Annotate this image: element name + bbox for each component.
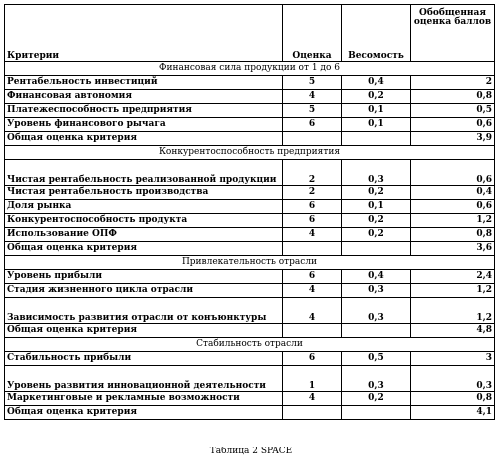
criterion-name: Стабильность прибыли <box>5 352 283 366</box>
summary-weight-empty <box>342 324 411 338</box>
header-criteria: Критерии <box>5 5 283 62</box>
section-title: Привлекательность отрасли <box>5 256 495 270</box>
header-row <box>5 5 495 62</box>
section-title: Стабильность отрасли <box>5 338 495 352</box>
criterion-score: 2 <box>283 160 342 186</box>
summary-score-empty <box>283 406 342 420</box>
criterion-weight: 0,1 <box>342 200 411 214</box>
criterion-name: Чистая рентабельность производства <box>5 186 283 200</box>
criterion-name: Доля рынка <box>5 200 283 214</box>
criterion-weight: 0,4 <box>342 76 411 90</box>
criterion-weight: 0,4 <box>342 270 411 284</box>
summary-total: 4,8 <box>411 324 495 338</box>
criterion-total: 0,8 <box>411 90 495 104</box>
criterion-total: 2,4 <box>411 270 495 284</box>
table-row <box>5 104 495 118</box>
summary-score-empty <box>283 242 342 256</box>
table-row <box>5 392 495 406</box>
section-title-row <box>5 62 495 76</box>
criterion-name: Использование ОПФ <box>5 228 283 242</box>
criteria-table <box>4 4 495 420</box>
criterion-score: 6 <box>283 270 342 284</box>
table-row <box>5 76 495 90</box>
summary-weight-empty <box>342 406 411 420</box>
table-body <box>5 62 495 420</box>
table-row <box>5 186 495 200</box>
table-row <box>5 160 495 186</box>
criterion-name: Стадия жизненного цикла отрасли <box>5 284 283 298</box>
table-row <box>5 298 495 324</box>
summary-label: Общая оценка критерия <box>5 324 283 338</box>
criterion-score: 6 <box>283 118 342 132</box>
table-row <box>5 214 495 228</box>
summary-total: 3,9 <box>411 132 495 146</box>
criterion-total: 1,2 <box>411 214 495 228</box>
criterion-score: 4 <box>283 284 342 298</box>
summary-row <box>5 324 495 338</box>
criterion-score: 5 <box>283 76 342 90</box>
table-row <box>5 366 495 392</box>
criterion-name: Уровень прибыли <box>5 270 283 284</box>
criterion-score: 1 <box>283 366 342 392</box>
criterion-weight: 0,1 <box>342 104 411 118</box>
criterion-weight: 0,1 <box>342 118 411 132</box>
criterion-score: 4 <box>283 228 342 242</box>
criterion-weight: 0,2 <box>342 228 411 242</box>
summary-weight-empty <box>342 242 411 256</box>
table-row <box>5 90 495 104</box>
criterion-weight: 0,3 <box>342 366 411 392</box>
criterion-name: Рентабельность инвестиций <box>5 76 283 90</box>
header-weight: Весомость <box>342 5 411 62</box>
table-row <box>5 228 495 242</box>
criterion-score: 6 <box>283 352 342 366</box>
criterion-score: 6 <box>283 214 342 228</box>
summary-total: 4,1 <box>411 406 495 420</box>
table-row <box>5 200 495 214</box>
criterion-name: Уровень развития инновационной деятельности <box>5 366 283 392</box>
criterion-weight: 0,2 <box>342 186 411 200</box>
criterion-total: 0,6 <box>411 200 495 214</box>
criterion-total: 0,8 <box>411 228 495 242</box>
criterion-name: Чистая рентабельность реализованной продукции <box>5 160 283 186</box>
section-title-row <box>5 256 495 270</box>
criterion-total: 0,4 <box>411 186 495 200</box>
criterion-weight: 0,3 <box>342 298 411 324</box>
criterion-score: 6 <box>283 200 342 214</box>
criterion-total: 1,2 <box>411 298 495 324</box>
criterion-weight: 0,2 <box>342 214 411 228</box>
criterion-weight: 0,2 <box>342 392 411 406</box>
section-title-row <box>5 338 495 352</box>
summary-weight-empty <box>342 132 411 146</box>
criterion-name: Зависимость развития отрасли от конъюнктуры <box>5 298 283 324</box>
header-total: Обобщенная оценка баллов <box>411 5 495 62</box>
summary-score-empty <box>283 324 342 338</box>
criterion-name: Уровень финансового рычага <box>5 118 283 132</box>
criterion-total: 1,2 <box>411 284 495 298</box>
criterion-total: 2 <box>411 76 495 90</box>
criterion-weight: 0,5 <box>342 352 411 366</box>
section-title: Конкурентоспособность предприятия <box>5 146 495 160</box>
criterion-total: 0,3 <box>411 366 495 392</box>
table-row <box>5 118 495 132</box>
table-row <box>5 270 495 284</box>
summary-row <box>5 132 495 146</box>
criterion-score: 4 <box>283 90 342 104</box>
criterion-total: 3 <box>411 352 495 366</box>
summary-score-empty <box>283 132 342 146</box>
criterion-name: Платежеспособность предприятия <box>5 104 283 118</box>
criterion-score: 5 <box>283 104 342 118</box>
summary-label: Общая оценка критерия <box>5 242 283 256</box>
summary-row <box>5 242 495 256</box>
section-title-row <box>5 146 495 160</box>
criterion-score: 4 <box>283 298 342 324</box>
criterion-score: 2 <box>283 186 342 200</box>
criterion-total: 0,6 <box>411 118 495 132</box>
criterion-weight: 0,2 <box>342 90 411 104</box>
criterion-weight: 0,3 <box>342 284 411 298</box>
criterion-name: Конкурентоспособность продукта <box>5 214 283 228</box>
criterion-name: Финансовая автономия <box>5 90 283 104</box>
summary-total: 3,6 <box>411 242 495 256</box>
summary-row <box>5 406 495 420</box>
criterion-weight: 0,3 <box>342 160 411 186</box>
summary-label: Общая оценка критерия <box>5 132 283 146</box>
header-score: Оценка <box>283 5 342 62</box>
section-title: Финансовая сила продукции от 1 до 6 <box>5 62 495 76</box>
criterion-total: 0,8 <box>411 392 495 406</box>
table-row <box>5 284 495 298</box>
summary-label: Общая оценка критерия <box>5 406 283 420</box>
table-row <box>5 352 495 366</box>
criterion-total: 0,5 <box>411 104 495 118</box>
criterion-total: 0,6 <box>411 160 495 186</box>
table-caption: Таблица 2 SPACE <box>209 447 293 455</box>
criterion-score: 4 <box>283 392 342 406</box>
criterion-name: Маркетинговые и рекламные возможности <box>5 392 283 406</box>
